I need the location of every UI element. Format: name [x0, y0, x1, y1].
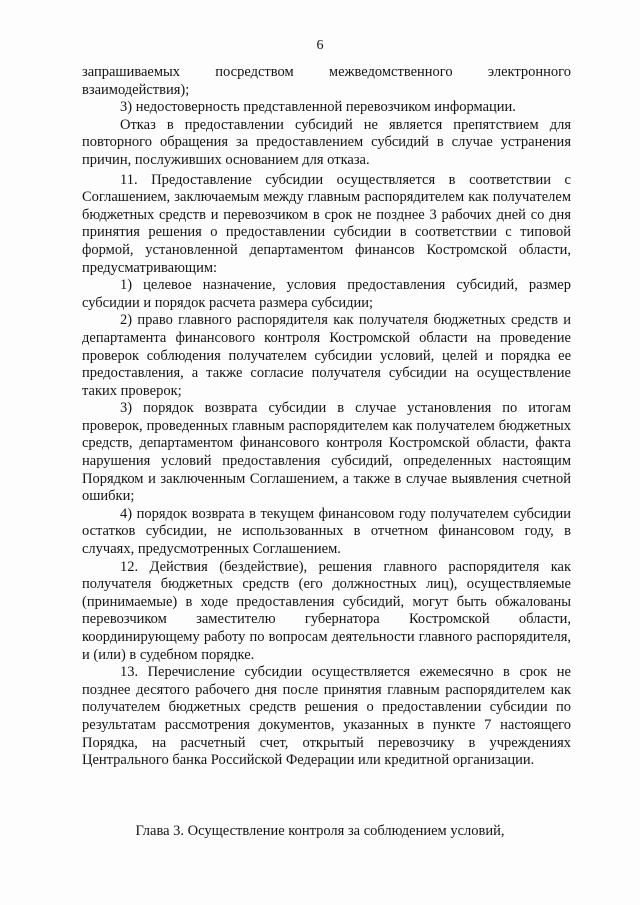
paragraph-11-item-2: 2) право главного распорядителя как получателя бюджетных средств и департамента финансового контроля Костромской области на проведение проверок соблюдения получателем субсидии условий, целей и порядка ее предоставления, а также согласие получателя субсидии на осуществление таких проверок; [82, 312, 571, 399]
paragraph-12: 12. Действия (бездействие), решения главного распорядителя как получателя бюджетных средств (его должностных лиц), осуществляемые (принимаемые) в ходе предоставления субсидий, могут быть обжалованы перевозчиком заместителю губернатора Костромской области, координирующему работу по вопросам деятельности главного распорядителя, и (или) в судебном порядке. [82, 558, 571, 663]
paragraph-item-3-unreliability: 3) недостоверность представленной перевозчиком информации. [120, 99, 516, 116]
paragraph-11-item-3: 3) порядок возврата субсидии в случае установления по итогам проверок, проведенных главным распорядителем как получателем бюджетных средств, департаментом финансового контроля Костромской области, факта нарушения условий предоставления субсидий, определенных настоящим Порядком и заключенным Соглашением, а также в случае выявления счетной ошибки; [82, 400, 571, 505]
paragraph-continuation: запрашиваемых посредством межведомственного электронного взаимодействия); [82, 64, 571, 98]
body-text [82, 64, 571, 770]
chapter-heading: Глава 3. Осуществление контроля за соблюдением условий, [135, 823, 505, 839]
paragraph-refusal-note: Отказ в предоставлении субсидий не является препятствием для повторного обращения за предоставлением субсидий в случае устранения причин, послуживших основанием для отказа. [82, 116, 571, 168]
paragraph-11-item-1: 1) целевое назначение, условия предоставления субсидий, размер субсидии и порядок расчета размера субсидии; [82, 277, 571, 311]
page-number: 6 [316, 38, 324, 53]
paragraph-11: 11. Предоставление субсидии осуществляется в соответствии с Соглашением, заключаемым между главным распорядителем как получателем бюджетных средств и перевозчиком в срок не позднее 3 рабочих дней со дня принятия решения о предоставлении субсидии в соответствии с типовой формой, установленной департаментом финансов Костромской области, предусматривающим: [82, 171, 571, 276]
paragraph-13: 13. Перечисление субсидии осуществляется ежемесячно в срок не позднее десятого рабочего дня после принятия главным распорядителем как получателем бюджетных средств решения о предоставлении субсидии по результатам рассмотрения документов, указанных в пункте 7 настоящего Порядка, на расчетный счет, открытый перевозчику в учреждениях Центрального банка Российской Федерации или кредитной организации. [82, 664, 571, 769]
paragraph-11-item-4: 4) порядок возврата в текущем финансовом году получателем субсидии остатков субсидии, не использованных в отчетном финансовом году, в случаях, предусмотренных Соглашением. [82, 505, 571, 558]
